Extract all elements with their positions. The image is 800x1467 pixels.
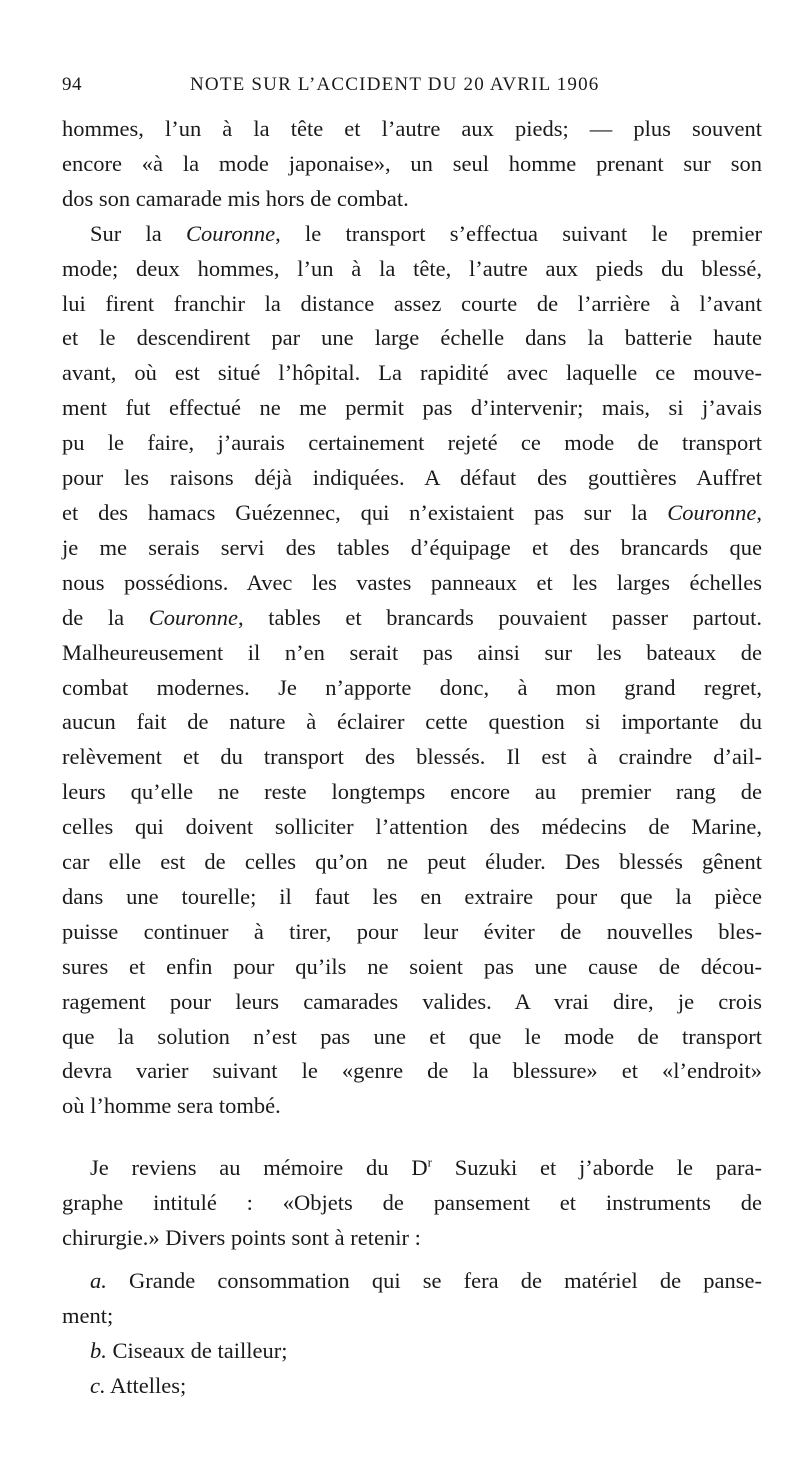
text-line: que la solution n’est pas une et que le mode de transport bbox=[62, 1023, 762, 1049]
text-line: ragement pour leurs camarades valides. A vrai dire, je crois bbox=[62, 988, 762, 1014]
text-line: pour les raisons déjà indiquées. A défaut des gouttières Auffret bbox=[62, 465, 762, 491]
text-segment: Suzuki et j’aborde le para- bbox=[431, 1155, 762, 1181]
superscript: r bbox=[427, 1154, 432, 1170]
ship-name: Couronne bbox=[186, 220, 276, 246]
text-line: ment; bbox=[62, 1302, 114, 1328]
text-segment: et des hamacs Guézennec, qui n’existaient pas sur la bbox=[62, 499, 668, 525]
page-header bbox=[62, 74, 762, 104]
text-line bbox=[62, 217, 762, 252]
text-line: où l’homme sera tombé. bbox=[62, 1093, 281, 1119]
text-segment: , le transport s’effectua suivant le premier bbox=[275, 220, 762, 246]
text-line: chirurgie.» Divers points sont à retenir : bbox=[62, 1225, 421, 1251]
paragraph-1 bbox=[62, 112, 762, 217]
ship-name: Couronne bbox=[148, 604, 238, 630]
text-line: ment fut effectué ne me permit pas d’intervenir; mais, si j’avais bbox=[62, 395, 762, 421]
text-segment: , tables et brancards pouvaient passer partout. bbox=[237, 604, 763, 630]
text-segment: Attelles; bbox=[105, 1372, 187, 1398]
paragraph-3 bbox=[62, 1151, 762, 1256]
text-line: sures et enfin pour qu’ils ne soient pas une cause de décou- bbox=[62, 953, 762, 979]
ship-name: Couronne bbox=[667, 499, 757, 525]
text-segment: , bbox=[756, 499, 762, 525]
text-line: avant, où est situé l’hôpital. La rapidité avec laquelle ce mouve- bbox=[62, 360, 762, 386]
text-line: car elle est de celles qu’on ne peut éluder. Des blessés gênent bbox=[62, 849, 762, 875]
text-line bbox=[62, 496, 762, 531]
text-segment: Grande consommation qui se fera de matériel de panse- bbox=[106, 1268, 762, 1293]
text-line: dans une tourelle; il faut les en extraire pour que la pièce bbox=[62, 883, 762, 909]
list-marker: a. bbox=[90, 1268, 107, 1293]
text-line: Malheureusement il n’en serait pas ainsi sur les bateaux de bbox=[62, 639, 762, 665]
body-text bbox=[62, 112, 762, 1404]
list-item-a bbox=[62, 1264, 762, 1334]
text-line: dos son camarade mis hors de combat. bbox=[62, 185, 409, 211]
text-line: aucun fait de nature à éclairer cette question si importante du bbox=[62, 709, 762, 735]
text-line bbox=[62, 1334, 762, 1369]
text-segment: Je reviens au mémoire du D bbox=[90, 1155, 428, 1181]
text-line: je me serais servi des tables d’équipage et des brancards que bbox=[62, 534, 762, 560]
text-line: encore «à la mode japonaise», un seul homme prenant sur son bbox=[62, 150, 762, 176]
text-line: combat modernes. Je n’apporte donc, à mon grand regret, bbox=[62, 674, 762, 700]
text-line bbox=[62, 1369, 762, 1404]
page-number: 94 bbox=[62, 74, 82, 95]
text-line: hommes, l’un à la tête et l’autre aux pieds; — plus souvent bbox=[62, 116, 762, 141]
text-line: celles qui doivent solliciter l’attention des médecins de Marine, bbox=[62, 814, 762, 840]
text-line: graphe intitulé : «Objets de pansement et instruments de bbox=[62, 1190, 762, 1216]
text-segment: Ciseaux de tailleur; bbox=[106, 1337, 288, 1363]
text-line bbox=[62, 1151, 762, 1186]
text-segment: Sur la bbox=[90, 220, 186, 246]
text-segment: de la bbox=[62, 604, 149, 630]
text-line: relèvement et du transport des blessés. Il est à craindre d’ail- bbox=[62, 744, 762, 770]
running-title: NOTE SUR L’ACCIDENT DU 20 AVRIL 1906 bbox=[190, 74, 600, 95]
paragraph-2 bbox=[62, 217, 762, 1125]
text-line: mode; deux hommes, l’un à la tête, l’autre aux pieds du blessé, bbox=[62, 255, 762, 281]
text-line: puisse continuer à tirer, pour leur éviter de nouvelles bles- bbox=[62, 918, 762, 944]
text-line bbox=[62, 1264, 762, 1299]
list-item-b bbox=[62, 1334, 762, 1369]
list-marker: b. bbox=[90, 1337, 107, 1363]
text-line: devra varier suivant le «genre de la blessure» et «l’endroit» bbox=[62, 1058, 762, 1084]
text-line: pu le faire, j’aurais certainement rejeté ce mode de transport bbox=[62, 430, 762, 456]
list-item-c bbox=[62, 1369, 762, 1404]
text-line: et le descendirent par une large échelle dans la batterie haute bbox=[62, 325, 762, 351]
list-marker: c. bbox=[90, 1372, 106, 1398]
text-line: lui firent franchir la distance assez courte de l’arrière à l’avant bbox=[62, 290, 762, 316]
text-line bbox=[62, 601, 762, 636]
text-line: leurs qu’elle ne reste longtemps encore au premier rang de bbox=[62, 779, 762, 805]
text-line: nous possédions. Avec les vastes panneaux et les larges échelles bbox=[62, 569, 762, 595]
